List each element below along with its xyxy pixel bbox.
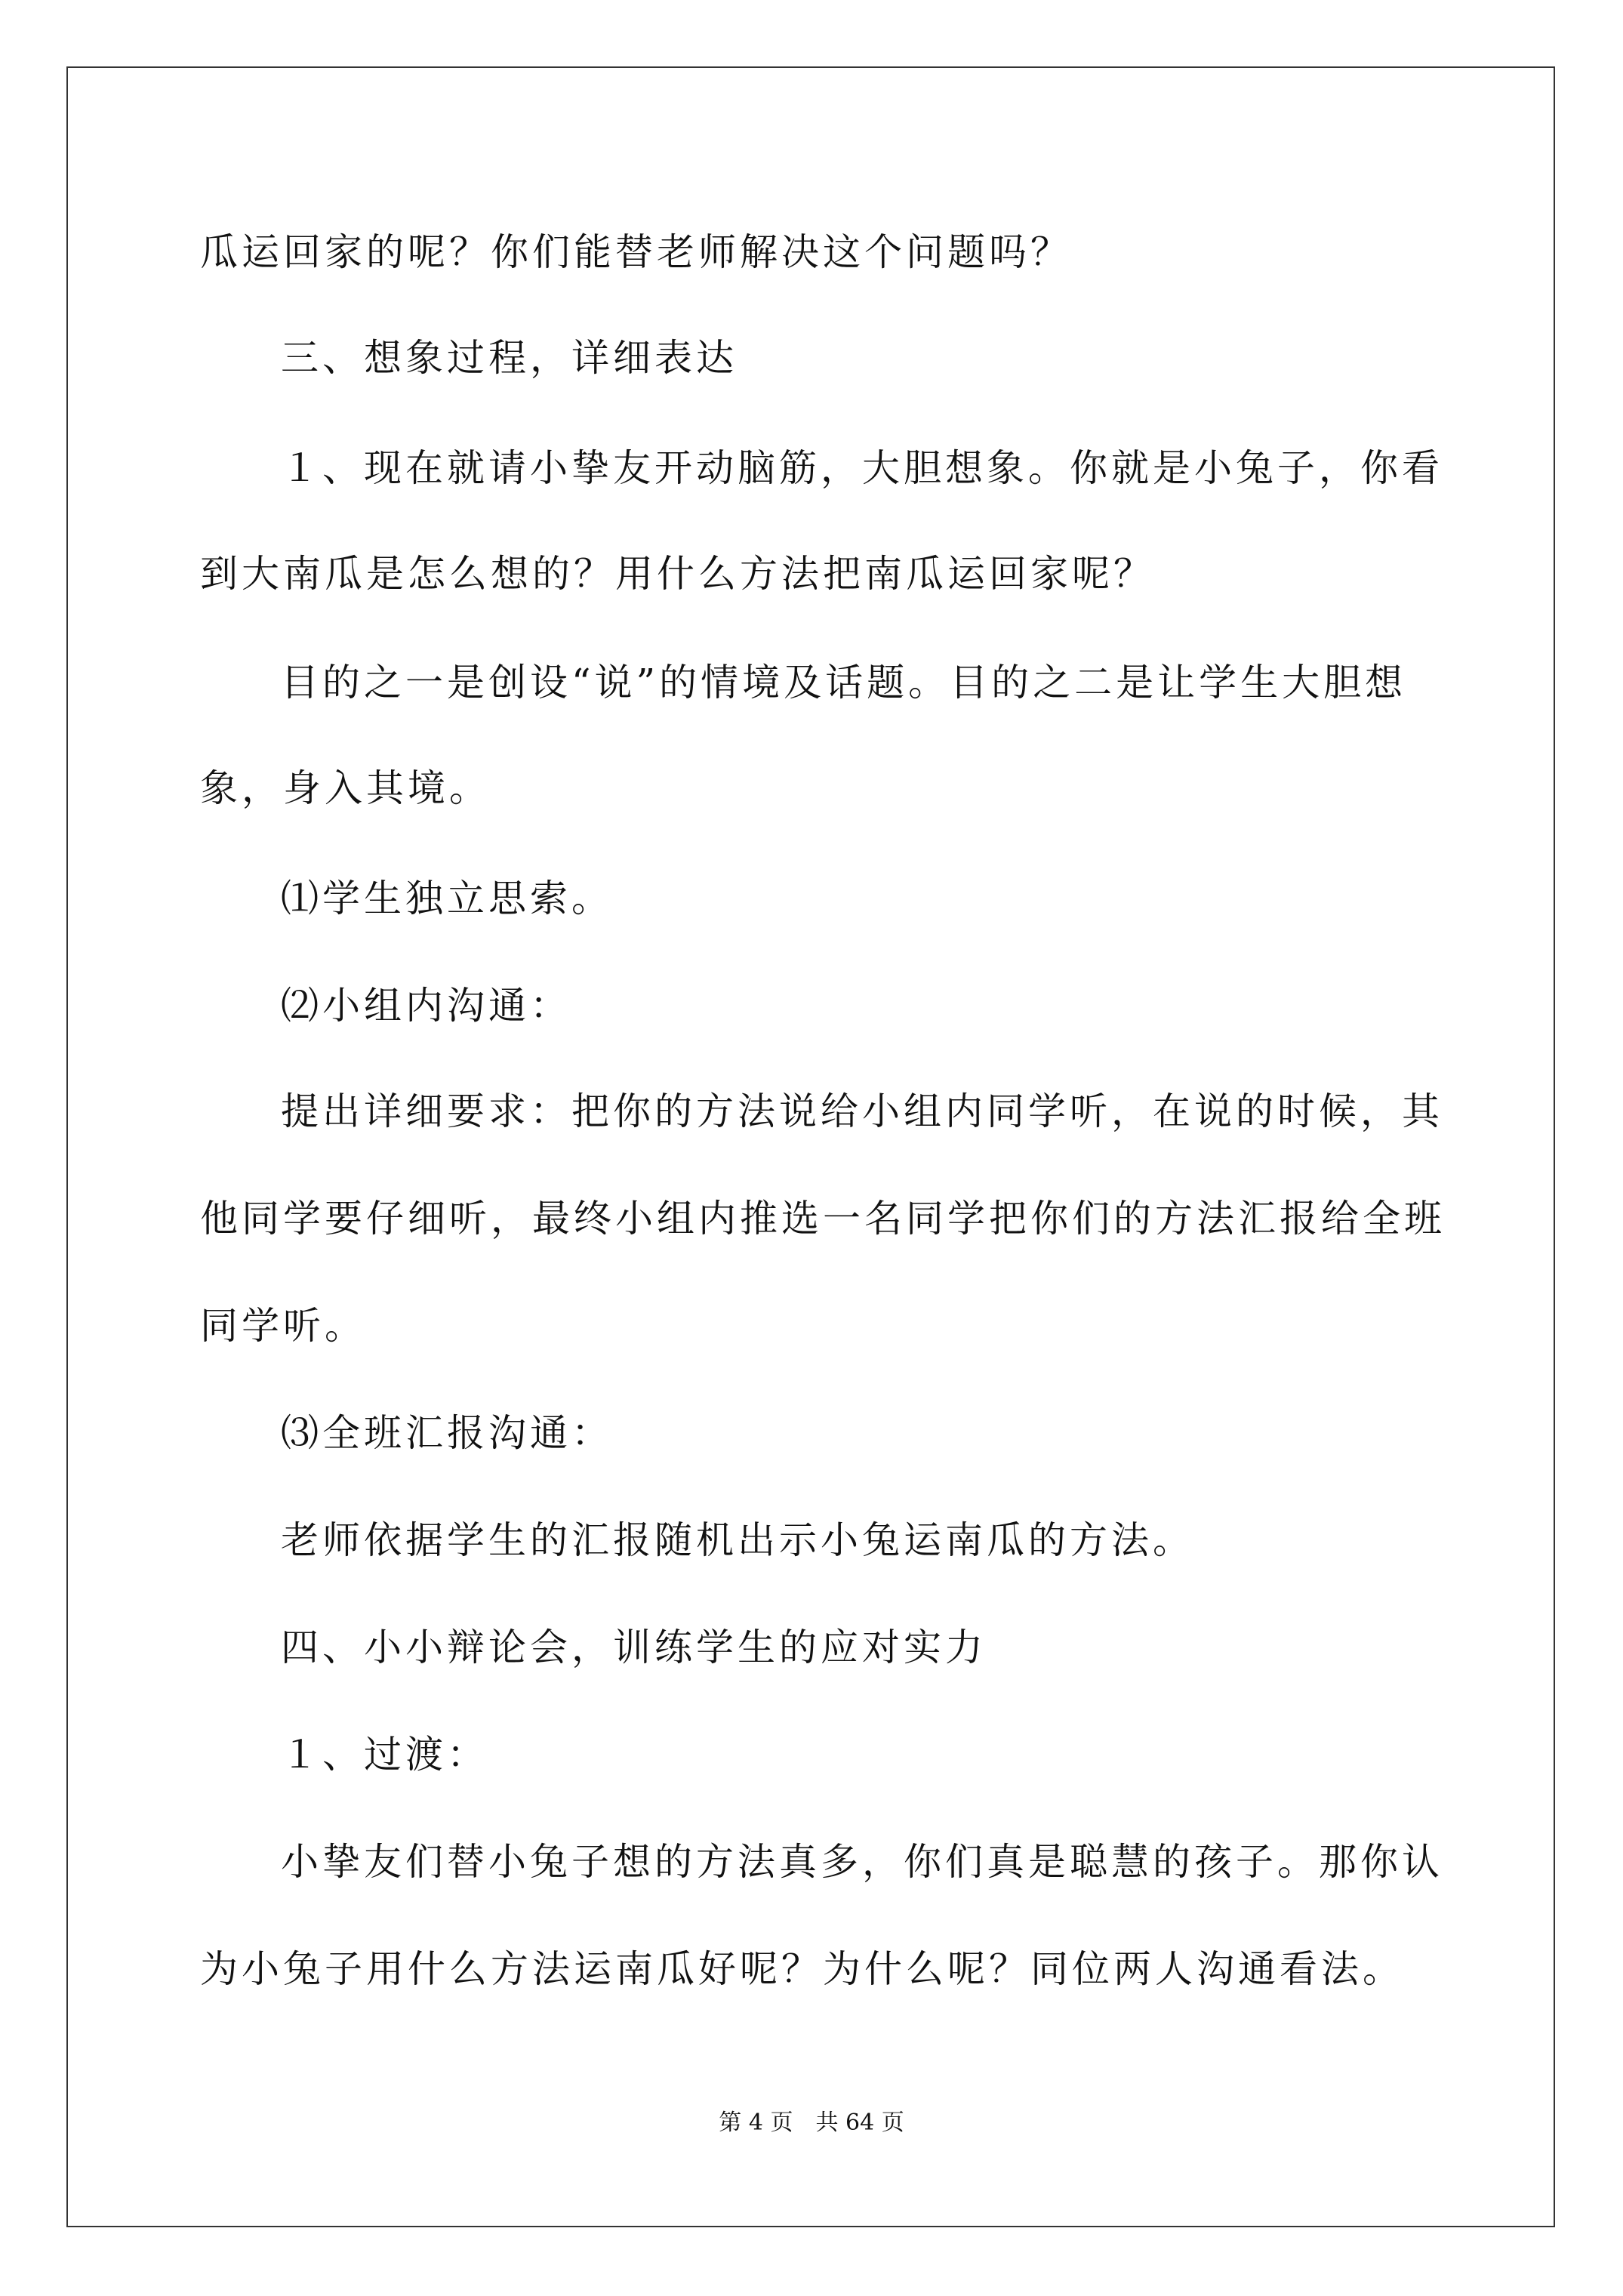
paragraph-line: １、现在就请小挚友开动脑筋，大胆想象。你就是小兔子，你看 xyxy=(281,446,1443,490)
paragraph-line: 小挚友们替小兔子想的方法真多，你们真是聪慧的孩子。那你认 xyxy=(281,1840,1443,1884)
section-heading: 四、小小辩论会，训练学生的应对实力 xyxy=(281,1626,987,1669)
section-heading: 三、想象过程，详细表达 xyxy=(281,336,738,380)
paragraph-line: 象，身入其境。 xyxy=(200,766,491,810)
paragraph-line: 提出详细要求：把你的方法说给小组内同学听，在说的时候，其 xyxy=(281,1089,1443,1133)
list-item: ⑵小组内沟通： xyxy=(281,984,571,1028)
paragraph-line: 他同学要仔细听，最终小组内推选一名同学把你们的方法汇报给全班 xyxy=(200,1197,1446,1240)
list-item: １、过渡： xyxy=(281,1733,488,1777)
paragraph-line: 为小兔子用什么方法运南瓜好呢？为什么呢？同位两人沟通看法。 xyxy=(200,1947,1404,1991)
paragraph-line: 目的之一是创设“说”的情境及话题。目的之二是让学生大胆想 xyxy=(281,661,1407,704)
page-footer: 第 4 页 共 64 页 xyxy=(719,2110,904,2136)
paragraph-line: 同学听。 xyxy=(200,1304,366,1348)
paragraph-line: 到大南瓜是怎么想的？用什么方法把南瓜运回家呢？ xyxy=(200,552,1155,596)
paragraph-line: 瓜运回家的呢？你们能替老师解决这个问题吗？ xyxy=(200,230,1072,274)
paragraph-line: 老师依据学生的汇报随机出示小兔运南瓜的方法。 xyxy=(281,1518,1194,1562)
page-border xyxy=(66,66,1555,2227)
list-item: ⑶全班汇报沟通： xyxy=(281,1411,613,1455)
list-item: ⑴学生独立思索。 xyxy=(281,877,613,920)
